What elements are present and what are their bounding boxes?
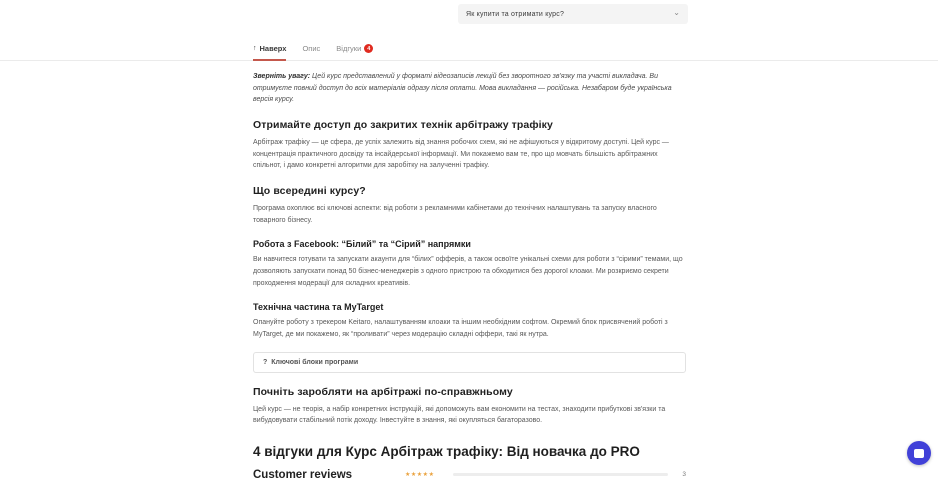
reviews-summary bbox=[253, 469, 686, 480]
rating-bar-track bbox=[453, 473, 668, 476]
chevron-down-icon: ⌄ bbox=[673, 7, 680, 17]
arrow-up-icon: ↑ bbox=[253, 45, 257, 52]
rating-bar-row-5 bbox=[405, 471, 686, 478]
tab-description[interactable] bbox=[302, 44, 320, 61]
chat-bubble-icon bbox=[914, 449, 924, 458]
section-heading-access: Отримайте доступ до закритих технік арбітражу трафіку bbox=[253, 118, 553, 131]
customer-reviews-heading: Customer reviews bbox=[253, 469, 353, 480]
faq-dropdown-label: Як купити та отримати курс? bbox=[466, 10, 565, 18]
chat-widget-button[interactable] bbox=[907, 441, 931, 465]
attention-note-label: Зверніть увагу: bbox=[253, 73, 311, 80]
section-text-inside: Програма охоплює всі ключові аспекти: від роботи з рекламними кабінетами до технічних налаштувань та запуску власного товарного бізнесу. bbox=[253, 205, 657, 225]
rating-count: 3 bbox=[682, 471, 686, 479]
section-text-mytarget: Опануйте роботу з трекером Keitaro, налаштуванням клоаки та іншим необхідним софтом. Окремий блок присвячений роботі з MyTarget, де ми покажемо, як “проливати” через модерацію складні оффери, такі як нутра. bbox=[253, 318, 668, 338]
question-mark-icon: ? bbox=[263, 358, 268, 366]
reviews-summary-left bbox=[253, 469, 405, 480]
tab-bar bbox=[253, 38, 373, 61]
program-blocks-label: Ключові блоки програми bbox=[271, 358, 359, 366]
attention-note-text: Цей курс представлений у форматі відеозаписів лекцій без зворотного зв'язку та участі викладача. Ви отримуєте повний доступ до всіх матеріалів одразу після оплати. Мова викладання — російська. Незабаром буде українська версія курсу. bbox=[253, 73, 672, 104]
rating-distribution bbox=[405, 469, 686, 480]
tab-reviews[interactable] bbox=[336, 44, 373, 61]
section-heading-mytarget: Технічна частина та MyTarget bbox=[253, 301, 384, 312]
attention-note bbox=[253, 71, 686, 106]
faq-dropdown[interactable] bbox=[458, 4, 688, 24]
section-text-access: Арбітраж трафіку — це сфера, де успіх залежить від знання робочих схем, які не афішуються у відкритому доступі. Цей курс — концентрація практичного досвіду та інсайдерської інформації. Ми покажемо вам те, про що мовчать більшість арбітражних спільнот, і дамо конкретні алгоритми для заробітку на залученні трафіку. bbox=[253, 138, 669, 170]
section-heading-start-earning: Почніть заробляти на арбітражі по-справжньому bbox=[253, 385, 513, 398]
section-heading-facebook: Робота з Facebook: “Білий” та “Сірий” напрямки bbox=[253, 239, 471, 250]
tab-label: Відгуки bbox=[336, 44, 362, 53]
course-description bbox=[253, 66, 686, 480]
reviews-count-badge: 4 bbox=[364, 44, 373, 53]
section-text-start-earning: Цей курс — не теорія, а набір конкретних інструкцій, які допоможуть вам економити на тестах, знаходити прибуткові зв'язки та вибудовувати стабільний потік доходу. Інвестуйте в знання, які окупляться багаторазово. bbox=[253, 405, 666, 425]
tab-label: Опис bbox=[302, 44, 321, 53]
tab-label: Наверх bbox=[259, 44, 287, 53]
top-bar bbox=[0, 0, 938, 61]
program-blocks-accordion[interactable] bbox=[253, 352, 686, 373]
section-heading-inside: Що всередині курсу? bbox=[253, 185, 366, 198]
star-icons: ★★★★★ bbox=[405, 471, 435, 478]
section-text-facebook: Ви навчитеся готувати та запускати акаунти для “білих” офферів, а також освоїте унікальні схеми для роботи з “сірими” темами, що дозволяють запускати понад 50 бізнес-менеджерів з одного пристрою та обходитися без дорогої клоаки. Ми розкриємо секрети проходження модерації для складних креативів. bbox=[253, 256, 683, 287]
tab-to-top[interactable] bbox=[253, 44, 286, 61]
reviews-title: 4 відгуки для Курс Арбітраж трафіку: Від новачка до PRO bbox=[253, 444, 640, 460]
